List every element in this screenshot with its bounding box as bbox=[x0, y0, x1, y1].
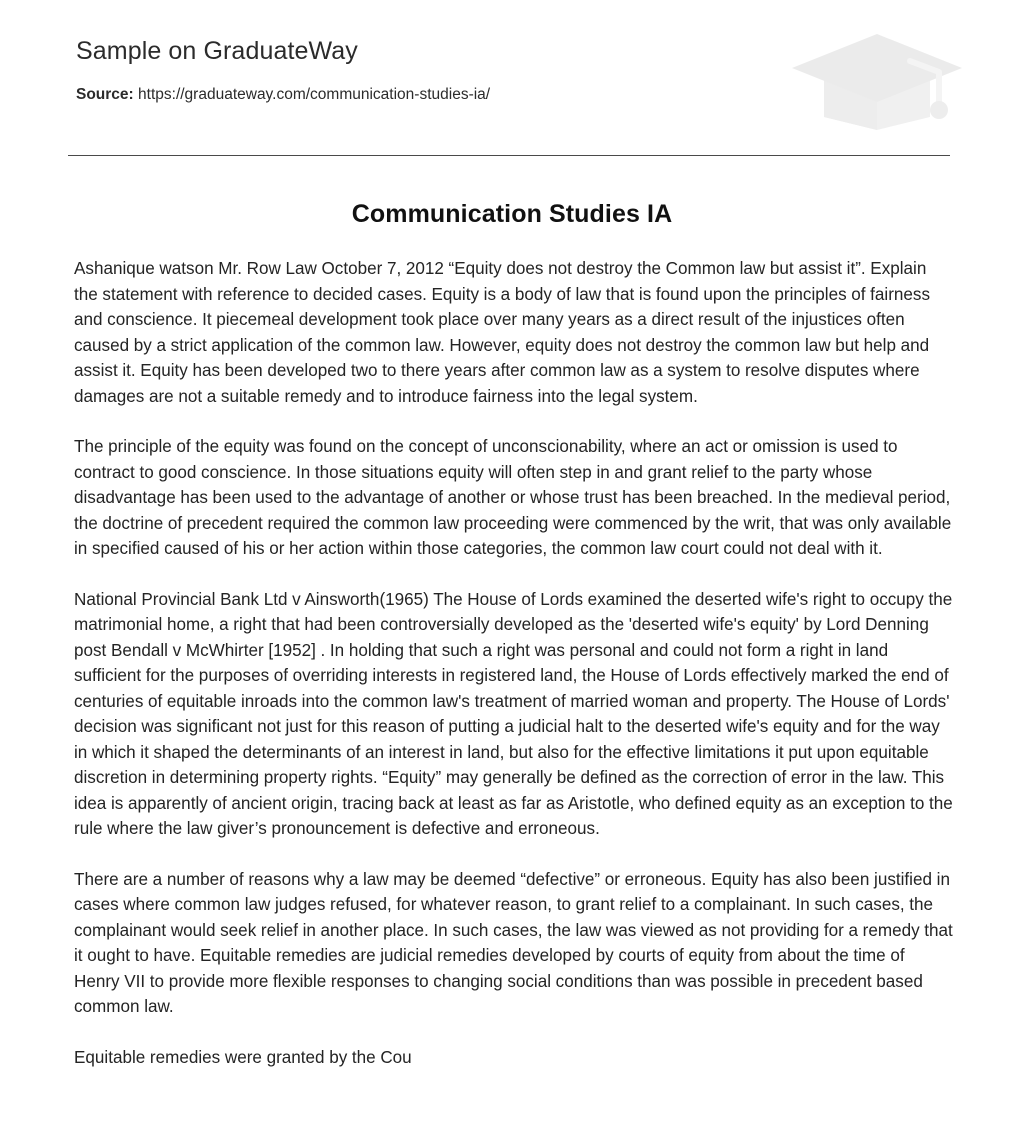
source-line bbox=[76, 85, 956, 105]
page-title: Communication Studies IA bbox=[351, 200, 673, 228]
source-url[interactable]: https://graduateway.com/communication-studies-ia/ bbox=[138, 86, 491, 103]
paragraph-truncated: Equitable remedies were granted by the Cou bbox=[74, 1047, 412, 1067]
paragraph: The principle of the equity was found on the concept of unconscionability, where an act or omission is used to contract to good conscience. In those situations equity will often step in and grant relief to the party whose disadvantage has been used to the advantage of another or whose trust has been breached. In the medieval period, the doctrine of precedent required the common law proceeding were commenced by the writ, that was only available in specified caused of his or her action within those categories, the common law court could not deal with it. bbox=[74, 437, 952, 558]
header-divider bbox=[68, 155, 950, 156]
paragraph: National Provincial Bank Ltd v Ainsworth(1965) The House of Lords examined the deserted wife's right to occupy the matrimonial home, a right that had been controversially developed as the 'deserted wife's equity' by Lord Denning post Bendall v McWhirter [1952] . In holding that such a right was personal and could not form a right in land sufficient for the purposes of overriding interests in registered land, the House of Lords effectively marked the end of centuries of equitable inroads into the common law's treatment of married woman and property. The House of Lords' decision was significant not just for this reason of putting a judicial halt to the deserted wife's equity and for the way in which it shaped the determinants of an interest in land, but also for the effective limitations it put upon equitable discretion in determining property rights. “Equity” may generally be defined as the correction of error in the law. This idea is apparently of ancient origin, tracing back at least as far as Aristotle, who defined equity as an exception to the rule where the law giver’s pronouncement is defective and erroneous. bbox=[74, 589, 953, 838]
document-body bbox=[74, 256, 954, 1070]
page-header bbox=[0, 0, 1024, 104]
paragraph: Ashanique watson Mr. Row Law October 7, 2012 “Equity does not destroy the Common law but assist it”. Explain the statement with reference to decided cases. Equity is a body of law that is found upon the principles of fairness and conscience. It piecemeal development took place over many years as a direct result of the injustices often caused by a strict application of the common law. However, equity does not destroy the common law but help and assist it. Equity has been developed two to there years after common law as a system to resolve disputes where damages are not a suitable remedy and to introduce fairness into the legal system. bbox=[74, 259, 931, 406]
brand-title: Sample on GraduateWay bbox=[76, 37, 358, 65]
paragraph: There are a number of reasons why a law may be deemed “defective” or erroneous. Equity has also been justified in cases where common law judges refused, for whatever reason, to grant relief to a complainant. In such cases, the complainant would seek relief in another place. In such cases, the law was viewed as not providing for a remedy that it ought to have. Equitable remedies are judicial remedies developed by courts of equity from about the time of Henry VII to provide more flexible responses to changing social conditions than was possible in precedent based common law. bbox=[74, 869, 953, 1016]
source-label: Source: bbox=[76, 86, 134, 103]
